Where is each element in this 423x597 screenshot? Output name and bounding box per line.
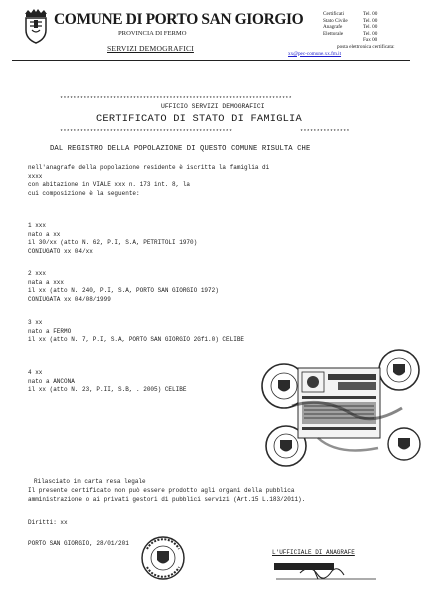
office-phone: Tel. 00	[363, 30, 378, 37]
header-divider	[12, 60, 410, 61]
pec-label: posta elettronica certificata:	[337, 43, 395, 50]
office-phone: Tel. 00	[363, 24, 378, 30]
pec-email-link[interactable]: xx@pec-comune.xx.fm.it	[288, 50, 342, 57]
member-birthplace: nato a ANCONA	[28, 377, 75, 385]
department-name: SERVIZI DEMOGRAFICI	[107, 44, 194, 53]
registry-statement: DAL REGISTRO DELLA POPOLAZIONE DI QUESTO COMUNE RISULTA CHE	[50, 145, 311, 153]
officer-title: L'UFFICIALE DI ANAGRAFE	[272, 549, 355, 556]
municipal-round-seal	[140, 535, 186, 581]
member-number-name: 4 xx	[28, 369, 43, 376]
legal-notice-line: Il presente certificato non può essere prodotto agli organi della pubblica	[28, 487, 295, 494]
fax-number: Fax 00	[363, 37, 378, 43]
intro-line: nell'anagrafe della popolazione residente è iscritta la famiglia di	[28, 164, 270, 171]
member-number-name: 3 xx	[28, 319, 43, 326]
member-marital-status: CONIUGATO xx 04/xx	[28, 247, 93, 255]
office-name: Certificati	[323, 11, 345, 17]
office-heading: UFFICIO SERVIZI DEMOGRAFICI	[161, 103, 265, 110]
member-marital-status: CONIUGATA xx 04/08/1999	[28, 295, 111, 303]
certificate-title: CERTIFICATO DI STATO DI FAMIGLIA	[96, 113, 302, 125]
star-line-bottom-left: ****************************************************	[60, 129, 233, 135]
officer-signature	[272, 556, 384, 586]
office-phone: Tel. 00	[363, 17, 378, 24]
member-birthplace: nata a xxx	[28, 278, 65, 286]
star-line-bottom-right: ***************	[300, 129, 350, 135]
revenue-stamp-and-seals	[258, 346, 423, 471]
family-head-name: xxxx	[28, 172, 43, 180]
stamp-paper-note: Rilasciato in carta resa legale	[34, 478, 146, 485]
office-name: Stato Civile	[323, 17, 348, 24]
member-birth-record: il xx (atto N. 23, P.II, S.B, . 2005) CELIBE	[28, 386, 187, 393]
star-line-top: **********************************************************************	[60, 96, 292, 102]
member-number-name: 2 xxx	[28, 270, 47, 277]
legal-notice-line: amministrazione o ai privati gestori di pubblici servizi (Art.15 L.183/2011).	[28, 495, 306, 503]
place-and-date: PORTO SAN GIORGIO, 28/01/201	[28, 540, 129, 547]
coat-of-arms-logo	[21, 8, 51, 44]
office-name: Elettorale	[323, 30, 344, 37]
member-birth-record: il 30/xx (atto N. 62, P.I, S.A, PETRITOLI 1970)	[28, 239, 198, 246]
member-number-name: 1 xxx	[28, 222, 47, 229]
intro-line: cui composizione è la seguente:	[28, 189, 140, 197]
member-birthplace: nato a FERMO	[28, 327, 72, 335]
address-line: con abitazione in VIALE xxx n. 173 int. 8, la	[28, 181, 191, 188]
office-phone: Tel. 00	[363, 11, 378, 17]
fees-line: Diritti: xx	[28, 519, 68, 526]
province-name: PROVINCIA DI FERMO	[118, 30, 187, 37]
member-birth-record: il xx (atto N. 240, P.I, S.A, PORTO SAN GIORGIO 1972)	[28, 287, 219, 294]
municipality-title: COMUNE DI PORTO SAN GIORGIO	[54, 11, 304, 28]
member-birth-record: il xx (atto N. 7, P.I, S.A, PORTO SAN GIORGIO 2Gf1.0) CELIBE	[28, 336, 245, 343]
member-birthplace: nato a xx	[28, 230, 61, 238]
office-name: Anagrafe	[323, 24, 343, 30]
